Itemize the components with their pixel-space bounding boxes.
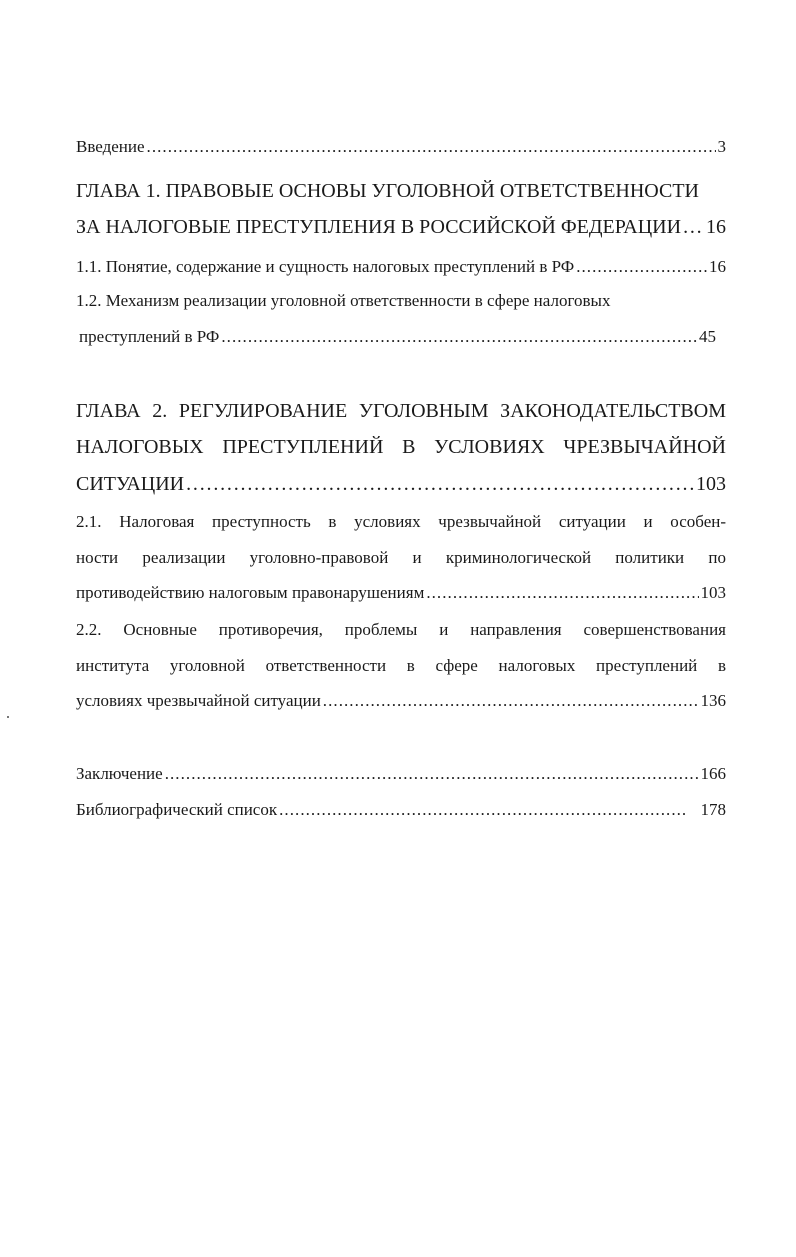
dot-leader [426, 582, 698, 604]
toc-entry-1-2-line1: 1.2. Механизм реализации уголовной ответственности в сфере налоговых [76, 291, 611, 310]
toc-label: преступлений в РФ [79, 327, 220, 346]
dot-leader [279, 799, 686, 821]
chapter2-title-line1: ГЛАВА 2. РЕГУЛИРОВАНИЕ УГОЛОВНЫМ ЗАКОНОДАТЕЛЬСТВОМ [76, 400, 726, 422]
toc-page-number: 16 [706, 216, 726, 238]
toc-page-number: 45 [699, 327, 716, 346]
dot-leader [683, 214, 704, 240]
toc-label: 1.1. Понятие, содержание и сущность налоговых преступлений в РФ [76, 257, 575, 276]
toc-page-number: 3 [717, 137, 726, 156]
toc-entry-2-2-line1: 2.2. Основные противоречия, проблемы и направления совершенствования [76, 620, 726, 639]
toc-label: условиях чрезвычайной ситуации [76, 691, 321, 710]
toc-entry-chapter2 [76, 471, 726, 497]
toc-page-number: 166 [700, 764, 726, 783]
toc-entry-bibliography [76, 799, 726, 821]
toc-label: Библиографический список [76, 800, 278, 819]
toc-label: противодействию налоговым правонарушениям [76, 583, 425, 602]
toc-label: Введение [76, 137, 145, 156]
toc-entry-1-2 [79, 326, 716, 348]
toc-entry-1-1 [76, 256, 726, 278]
toc-entry-conclusion [76, 763, 726, 785]
dot-leader [147, 136, 716, 158]
toc-label: Заключение [76, 764, 163, 783]
toc-entry-2-1 [76, 582, 726, 604]
toc-label: ЗА НАЛОГОВЫЕ ПРЕСТУПЛЕНИЯ В РОССИЙСКОЙ ФЕДЕРАЦИИ [76, 216, 682, 238]
toc-page-number: 136 [700, 691, 726, 710]
chapter1-title-line1: ГЛАВА 1. ПРАВОВЫЕ ОСНОВЫ УГОЛОВНОЙ ОТВЕТСТВЕННОСТИ [76, 180, 699, 202]
toc-entry-2-1-line2: ности реализации уголовно-правовой и криминологической политики по [76, 548, 726, 567]
toc-page-number: 103 [696, 473, 726, 495]
scan-speck [7, 716, 9, 718]
dot-leader [165, 763, 699, 785]
dot-leader [576, 256, 707, 278]
toc-page-number: 16 [709, 257, 726, 276]
dot-leader [323, 690, 699, 712]
dot-leader [186, 471, 694, 497]
toc-entry-chapter1 [76, 214, 726, 240]
toc-entry-2-2-line2: института уголовной ответственности в сфере налоговых преступлений в [76, 656, 726, 675]
toc-label: СИТУАЦИИ [76, 473, 185, 495]
chapter2-title-line2: НАЛОГОВЫХ ПРЕСТУПЛЕНИЙ В УСЛОВИЯХ ЧРЕЗВЫЧАЙНОЙ [76, 436, 726, 458]
dot-leader [221, 326, 697, 348]
toc-entry-2-1-line1: 2.1. Налоговая преступность в условиях чрезвычайной ситуации и особен- [76, 512, 726, 531]
toc-page-number: 103 [700, 583, 726, 602]
toc-entry-2-2 [76, 690, 726, 712]
toc-page-number: 178 [700, 800, 726, 819]
toc-entry-intro [76, 136, 726, 158]
